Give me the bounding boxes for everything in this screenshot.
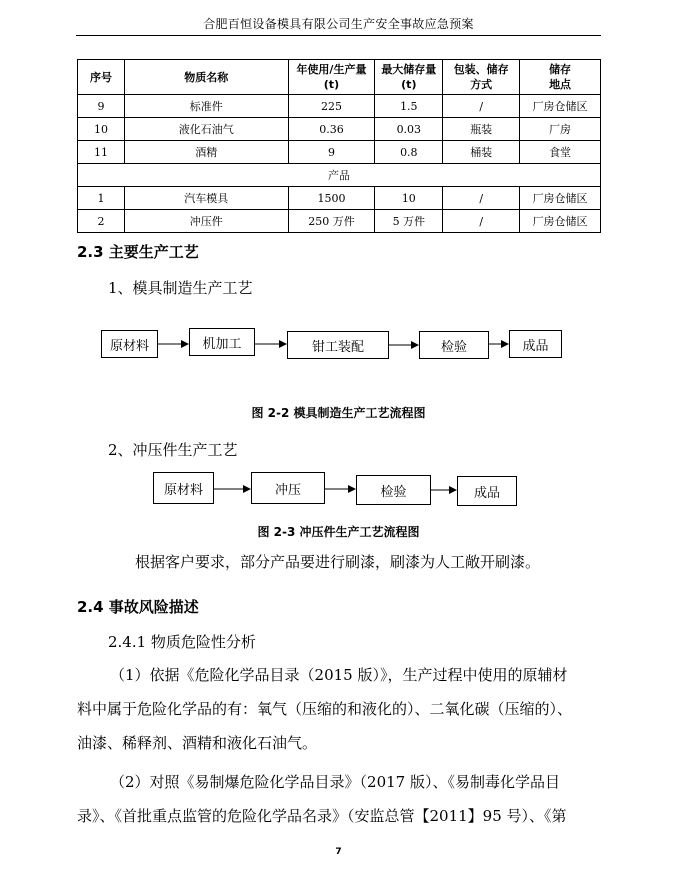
header-annual-line1: 年使用/生产量 [296,63,367,76]
cell-name: 酒精 [124,141,288,164]
header-pack-line1: 包装、储存 [453,63,509,76]
cell-no: 2 [78,210,125,233]
header-pack-line2: 方式 [470,78,493,91]
paragraph-2-line-2: 录》、《首批重点监管的危险化学品名录》（安监总管【2011】95 号）、《第 [77,807,567,825]
cell-pack: / [443,187,520,210]
page-number: 7 [335,847,342,857]
painting-note: 根据客户要求，部分产品要进行刷漆，刷漆为人工敞开刷漆。 [135,553,541,571]
figure-caption-2-3: 图 2-3 冲压件生产工艺流程图 [257,525,420,539]
figure-caption-2-2: 图 2-2 模具制造生产工艺流程图 [251,406,426,420]
flow2-step-raw-material: 原材料 [153,472,214,504]
header-loc-line1: 储存 [549,63,572,76]
header-annual-line2: (t) [323,78,340,91]
cell-loc: 厂房仓储区 [520,95,601,118]
paragraph-1-line-3: 油漆、稀释剂、酒精和液化石油气。 [77,734,318,752]
cell-pack: / [443,95,520,118]
flow1-step-inspection: 检验 [419,331,489,359]
page-header: 合肥百恒设备模具有限公司生产安全事故应急预案 [203,17,474,31]
cell-annual: 9 [288,141,375,164]
cell-max: 10 [375,187,443,210]
header-max-line2: (t) [401,78,417,91]
cell-annual: 1500 [288,187,375,210]
paragraph-2-line-1: （2）对照《易制爆危险化学品目录》（2017 版）、《易制毒化学品目 [110,773,560,791]
cell-name: 标准件 [124,95,288,118]
cell-name: 冲压件 [124,210,288,233]
cell-loc: 厂房 [520,118,601,141]
cell-no: 9 [78,95,125,118]
cell-pack: 桶装 [443,141,520,164]
flow2-step-finished-product: 成品 [457,476,517,506]
cell-pack: 瓶装 [443,118,520,141]
cell-name: 液化石油气 [124,118,288,141]
flow1-step-raw-material: 原材料 [101,330,158,358]
cell-no: 11 [78,141,125,164]
cell-max: 5 万件 [375,210,443,233]
cell-loc: 厂房仓储区 [520,187,601,210]
flow2-step-stamping: 冲压 [251,472,325,504]
cell-annual: 0.36 [288,118,375,141]
cell-max: 0.8 [375,141,443,164]
paragraph-1-line-1: （1）依据《危险化学品目录（2015 版）》，生产过程中使用的原辅材 [110,666,568,684]
process1-title: 1、模具制造生产工艺 [108,279,253,297]
cell-loc: 食堂 [520,141,601,164]
section-heading-2-3: 2.3 主要生产工艺 [77,243,199,261]
cell-name: 汽车模具 [124,187,288,210]
flow1-step-finished-product: 成品 [509,330,562,358]
cell-annual: 250 万件 [288,210,375,233]
flow1-step-machining: 机加工 [189,328,255,356]
paragraph-1-line-2: 料中属于危险化学品的有：氧气（压缩的和液化的）、二氧化碳（压缩的）、 [77,700,573,718]
cell-no: 1 [78,187,125,210]
header-name: 物质名称 [124,60,288,95]
cell-loc: 厂房仓储区 [520,210,601,233]
header-no: 序号 [78,60,125,95]
cell-pack: / [443,210,520,233]
cell-max: 0.03 [375,118,443,141]
process2-title: 2、冲压件生产工艺 [108,441,238,459]
cell-annual: 225 [288,95,375,118]
cell-max: 1.5 [375,95,443,118]
header-loc-line2: 地点 [549,78,572,91]
flow1-step-fitting-assembly: 钳工装配 [287,331,389,359]
product-section-label: 产品 [78,164,601,187]
section-heading-2-4: 2.4 事故风险描述 [77,598,199,616]
header-max-line1: 最大储存量 [381,63,437,76]
subsection-heading-2-4-1: 2.4.1 物质危险性分析 [108,633,256,651]
flow2-step-inspection: 检验 [356,475,431,505]
cell-no: 10 [78,118,125,141]
